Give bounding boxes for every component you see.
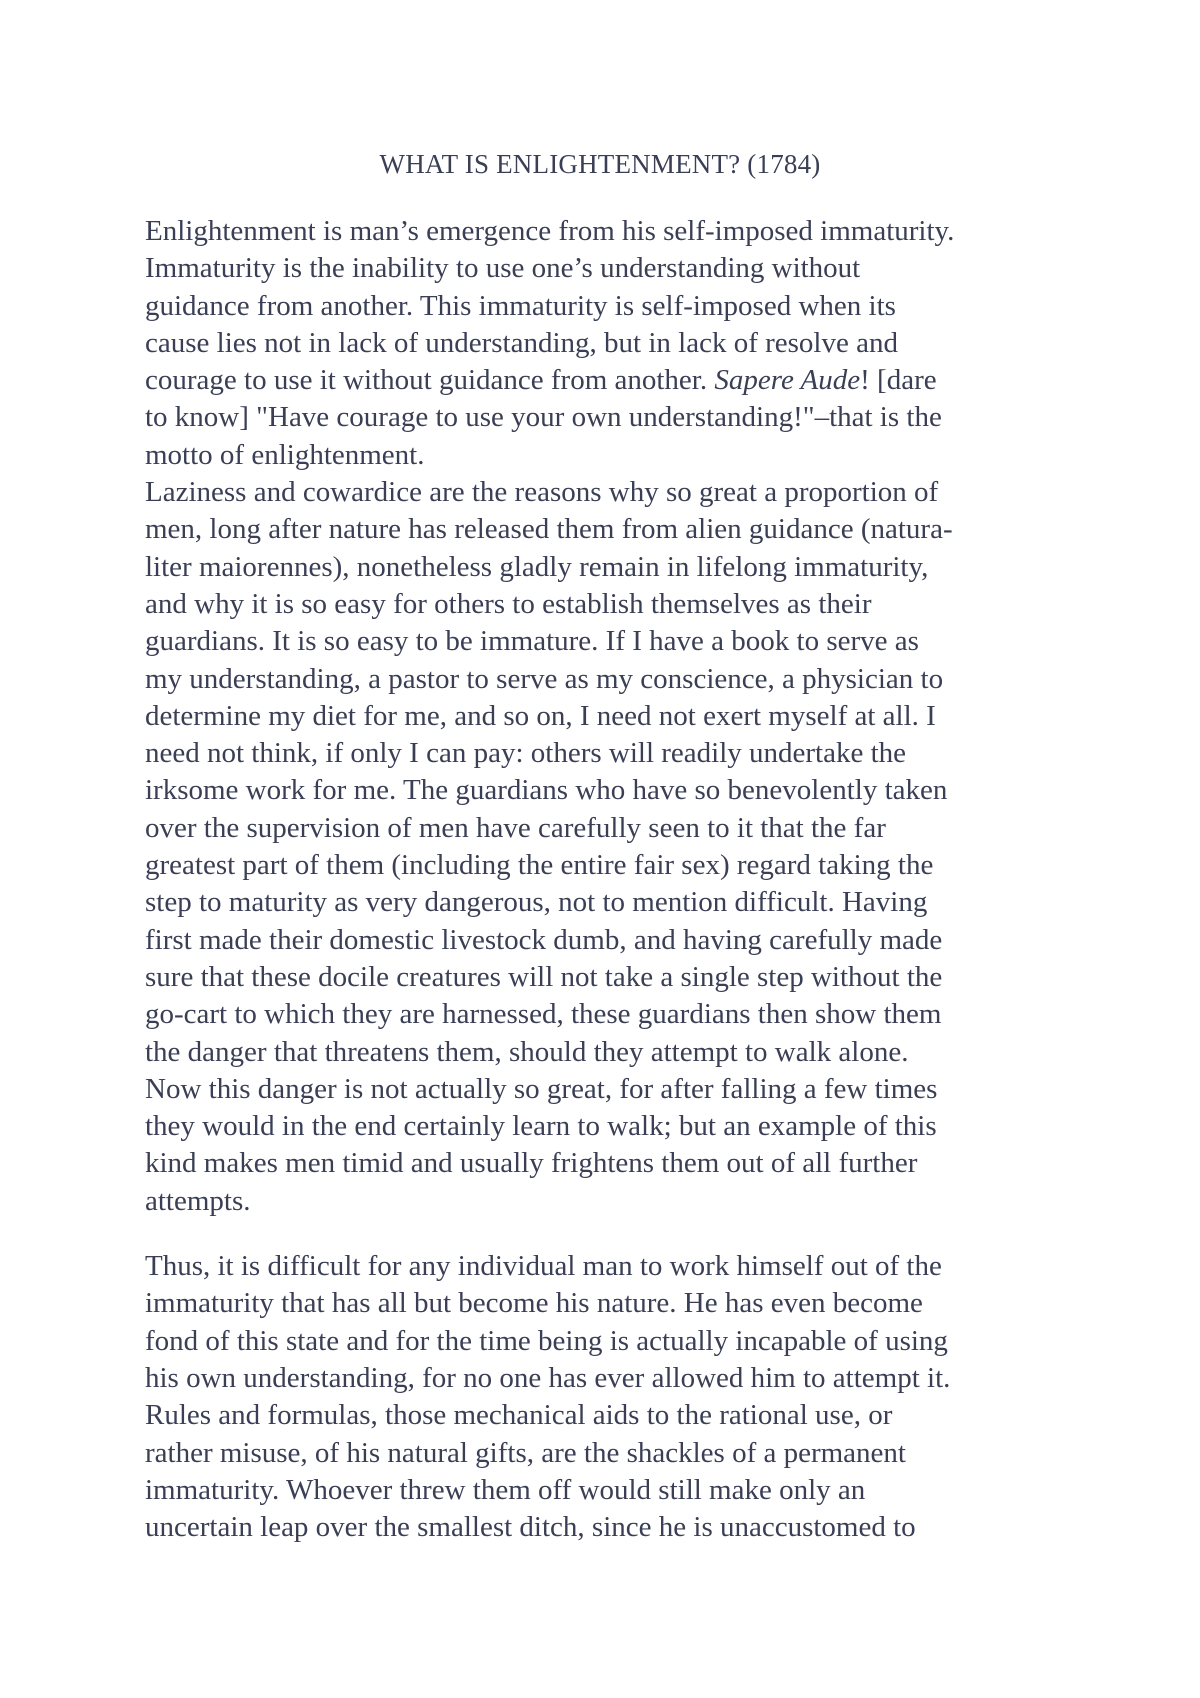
text-line: guidance from another. This immaturity is self-imposed when its — [145, 289, 896, 322]
text-line: Now this danger is not actually so great, for after falling a few times — [145, 1072, 938, 1105]
text-line: first made their domestic livestock dumb, and having carefully made — [145, 923, 943, 956]
document-body — [145, 213, 1065, 1546]
page-title: WHAT IS ENLIGHTENMENT? (1784) — [379, 149, 821, 179]
text-line: attempts. — [145, 1184, 251, 1217]
text-span: ! [dare — [860, 364, 937, 397]
text-line: immaturity that has all but become his nature. He has even become — [145, 1287, 923, 1320]
text-line: irksome work for me. The guardians who have so benevolently taken — [145, 774, 948, 807]
paragraph-spacer — [145, 1220, 1065, 1248]
italic-phrase: Sapere Aude — [714, 364, 861, 397]
text-line: cause lies not in lack of understanding, but in lack of resolve and — [145, 326, 898, 359]
text-line: kind makes men timid and usually frightens them out of all further — [145, 1147, 918, 1180]
text-line: immaturity. Whoever threw them off would still make only an — [145, 1473, 866, 1506]
text-line: men, long after nature has released them from alien guidance (natura- — [145, 513, 953, 546]
text-line: Enlightenment is man’s emergence from his self-imposed immaturity. — [145, 215, 955, 247]
text-line: greatest part of them (including the entire fair sex) regard taking the — [145, 849, 934, 882]
text-line: go-cart to which they are harnessed, these guardians then show them — [145, 998, 942, 1031]
text-line: Immaturity is the inability to use one’s understanding without — [145, 252, 861, 285]
text-line: over the supervision of men have carefully seen to it that the far — [145, 811, 886, 844]
text-span: courage to use it without guidance from another. — [145, 364, 715, 397]
text-line: Laziness and cowardice are the reasons why so great a proportion of — [145, 476, 939, 509]
paragraph-3 — [145, 1248, 1065, 1546]
text-line: step to maturity as very dangerous, not to mention difficult. Having — [145, 886, 928, 919]
text-line: uncertain leap over the smallest ditch, since he is unaccustomed to — [145, 1511, 916, 1544]
text-line: to know] "Have courage to use your own understanding!"–that is the — [145, 401, 942, 434]
text-line — [145, 362, 1065, 399]
text-line: determine my diet for me, and so on, I need not exert myself at all. I — [145, 699, 936, 732]
text-line: they would in the end certainly learn to walk; but an example of this — [145, 1110, 937, 1143]
text-line: need not think, if only I can pay: others will readily undertake the — [145, 737, 907, 770]
text-line: fond of this state and for the time being is actually incapable of using — [145, 1324, 948, 1357]
text-line: his own understanding, for no one has ever allowed him to attempt it. — [145, 1361, 951, 1394]
text-line: Rules and formulas, those mechanical aids to the rational use, or — [145, 1399, 893, 1432]
text-line: motto of enlightenment. — [145, 438, 425, 471]
text-line: guardians. It is so easy to be immature. If I have a book to serve as — [145, 625, 919, 658]
text-line: liter maiorennes), nonetheless gladly remain in lifelong immaturity, — [145, 550, 929, 583]
text-line: rather misuse, of his natural gifts, are the shackles of a permanent — [145, 1436, 906, 1469]
text-line: sure that these docile creatures will not take a single step without the — [145, 960, 943, 993]
paragraph-1 — [145, 213, 1065, 474]
text-line: the danger that threatens them, should they attempt to walk alone. — [145, 1035, 909, 1068]
text-line: Thus, it is difficult for any individual man to work himself out of the — [145, 1250, 942, 1283]
paragraph-2 — [145, 474, 1065, 1220]
text-line: my understanding, a pastor to serve as my conscience, a physician to — [145, 662, 944, 695]
text-line: and why it is so easy for others to establish themselves as their — [145, 587, 872, 620]
